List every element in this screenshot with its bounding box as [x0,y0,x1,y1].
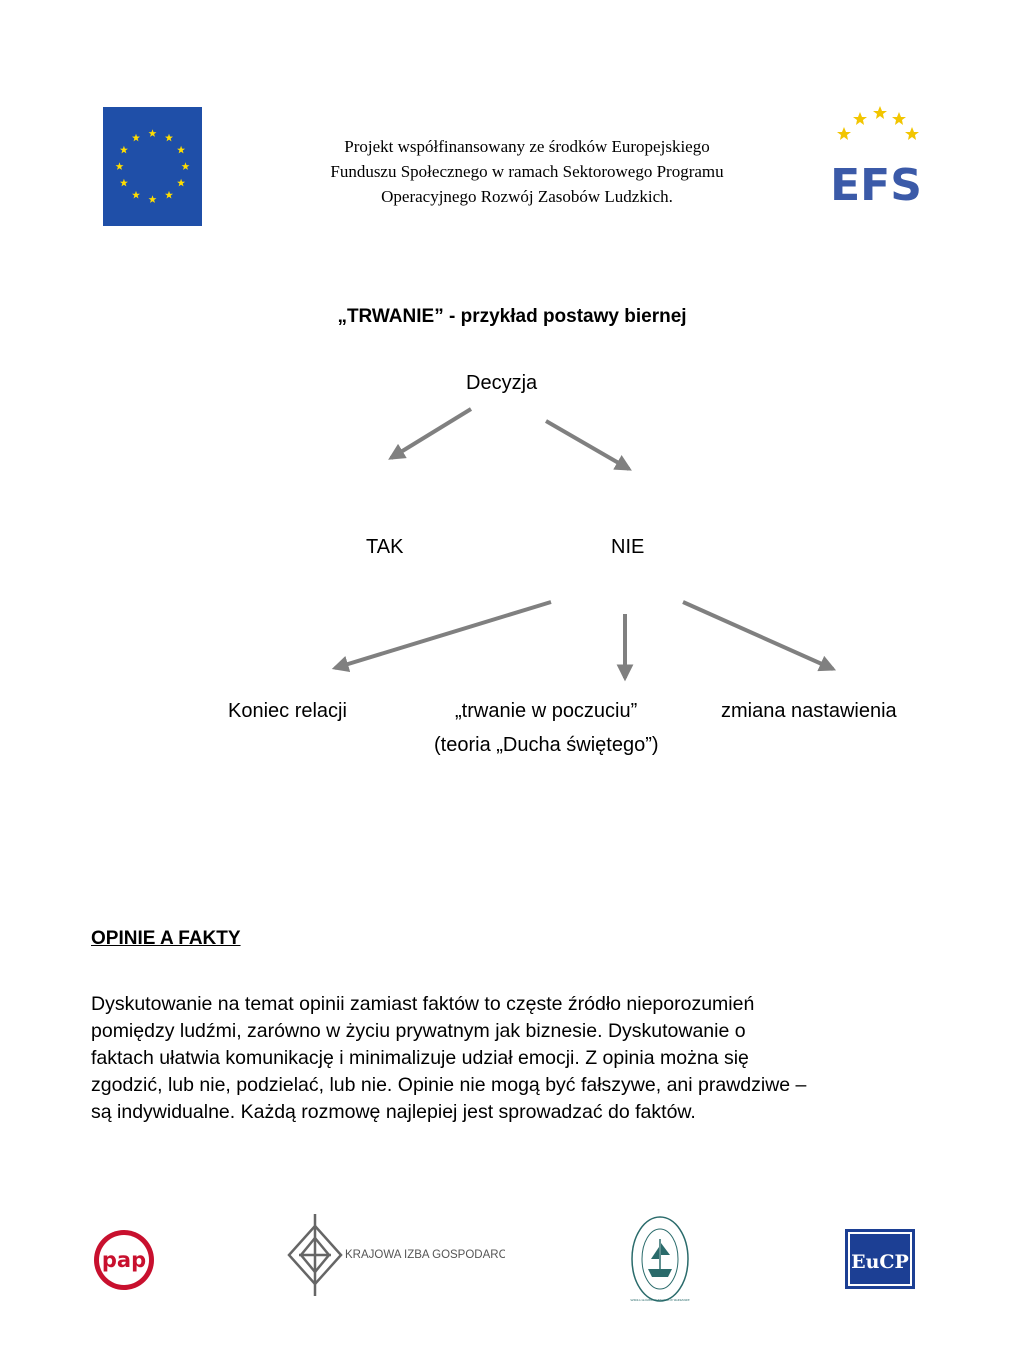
arrow-to-zmiana-nastawienia [683,602,833,669]
paragraph-line: pomiędzy ludźmi, zarówno w życiu prywatnym jak biznesie. Dyskutowanie o [91,1020,746,1042]
efs-logo-text: EFS [830,160,922,210]
section-heading: OPINIE A FAKTY [91,928,241,949]
header-line-1: Projekt współfinansowany ze środków Europejskiego [344,137,710,156]
arrow-to-nie [546,421,629,469]
sgh-logo-text: SZKOŁA GŁÓWNA HANDLOWA W WARSZAWIE [630,1299,690,1302]
node-nie: NIE [611,536,645,558]
node-decyzja: Decyzja [466,372,538,394]
node-zmiana-nastawienia: zmiana nastawienia [721,700,897,722]
arrow-to-tak [391,409,471,458]
header-line-2: Funduszu Społecznego w ramach Sektorowego Programu [330,162,724,181]
paragraph-line: Dyskutowanie na temat opinii zamiast faktów to częste źródło nieporozumień [91,993,755,1015]
kig-logo-text: KRAJOWA IZBA GOSPODARCZA [345,1249,505,1261]
paragraph-line: zgodzić, lub nie, podzielać, lub nie. Opinie nie mogą być fałszywe, ani prawdziwe – [91,1074,807,1096]
sgh-logo [630,1215,690,1303]
node-tak: TAK [366,536,404,558]
node-teoria-ducha-swietego: (teoria „Ducha świętego”) [434,734,659,756]
header-line-3: Operacyjnego Rozwój Zasobów Ludzkich. [381,187,673,206]
paragraph-line: są indywidualne. Każdą rozmowę najlepiej jest sprowadzać do faktów. [91,1101,696,1123]
pap-logo-text: pap [101,1248,147,1272]
paragraph-line: faktach ułatwia komunikację i minimalizuje udział emocji. Z opinia można się [91,1047,749,1069]
node-koniec-relacji: Koniec relacji [228,700,347,722]
diagram-title: „TRWANIE” - przykład postawy biernej [337,306,687,327]
eucp-logo [845,1229,915,1289]
arrow-to-koniec-relacji [335,602,551,668]
pap-logo [92,1228,156,1292]
node-trwanie-w-poczuciu: „trwanie w poczuciu” [455,700,638,722]
kig-logo [285,1212,505,1298]
eucp-logo-text: EuCP [851,1251,909,1273]
body-paragraph [91,991,951,1126]
